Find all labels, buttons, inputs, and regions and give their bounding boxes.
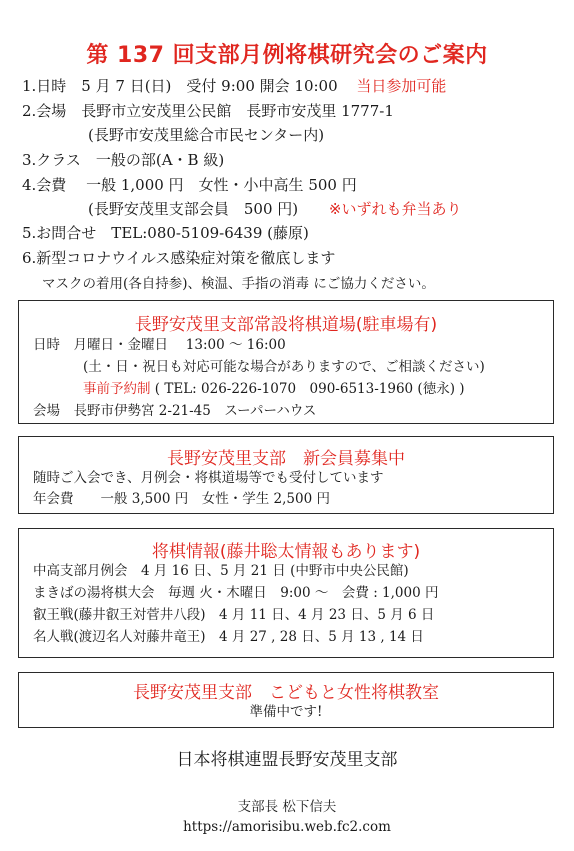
item-venue-sub: (長野市安茂里総合市民センター内) [88, 126, 325, 144]
organization-name: 日本将棋連盟長野安茂里支部 [176, 750, 398, 770]
item-contact: 5.お問合せ TEL:080-5109-6439 (藤原) [22, 224, 309, 242]
item-fee: 4.会費 一般 1,000 円 女性・小中高生 500 円 [22, 176, 357, 194]
same-day-note: 当日参加可能 [356, 77, 447, 95]
reservation-label: 事前予約制 [83, 381, 151, 397]
info-box [18, 528, 554, 658]
dojo-place: 会場 長野市伊勢宮 2-21-45 スーパーハウス [33, 403, 317, 419]
info-row: 名人戦(渡辺名人対藤井竜王) 4 月 27 , 28 日、5 月 13 , 14 日 [33, 629, 424, 645]
website-url: https://amorisibu.web.fc2.com [183, 819, 391, 835]
kids-box [18, 672, 554, 728]
info-row: 中高支部月例会 4 月 16 日、5 月 21 日 (中野市中央公民館) [33, 563, 409, 579]
dojo-title: 長野安茂里支部常設将棋道場(駐車場有) [134, 315, 438, 335]
members-fee: 年会費 一般 3,500 円 女性・学生 2,500 円 [33, 491, 330, 507]
item-fee-sub: (長野安茂里支部会員 500 円) ※いずれも弁当あり [88, 200, 462, 218]
kids-status: 準備中です! [249, 704, 323, 720]
kids-title: 長野安茂里支部 こどもと女性将棋教室 [133, 683, 439, 703]
info-row: まきばの湯将棋大会 毎週 火・木曜日 9:00 ～ 会費 : 1,000 円 [33, 585, 439, 601]
members-title: 長野安茂里支部 新会員募集中 [167, 449, 405, 469]
item-class: 3.クラス 一般の部(A・B 級) [22, 151, 225, 169]
item-covid-sub: マスクの着用(各自持参)、検温、手指の消毒 にご協力ください。 [42, 276, 435, 292]
item-date: 1.日時 5 月 7 日(日) 受付 9:00 開会 10:00 当日参加可能 [22, 77, 447, 95]
reservation-tel: ( TEL: 026-226-1070 090-6513-1960 (徳永) ) [154, 381, 465, 397]
info-title: 将棋情報(藤井聡太情報もあります) [151, 542, 421, 562]
dojo-hours-note: (土・日・祝日も対応可能な場合がありますので、ご相談ください) [83, 359, 485, 375]
info-row: 叡王戦(藤井叡王対菅井八段) 4 月 11 日、4 月 23 日、5 月 6 日 [33, 607, 435, 623]
branch-leader: 支部長 松下信夫 [237, 799, 337, 815]
members-line1: 随時ご入会でき、月例会・将棋道場等でも受付しています [33, 470, 384, 486]
dojo-box [18, 300, 554, 424]
bento-note: ※いずれも弁当あり [328, 200, 462, 218]
dojo-reservation [83, 379, 465, 399]
item-covid: 6.新型コロナウイルス感染症対策を徹底します [22, 249, 336, 267]
page-title: 第 137 回支部月例将棋研究会のご案内 [86, 43, 488, 68]
item-venue: 2.会場 長野市立安茂里公民館 長野市安茂里 1777-1 [22, 102, 394, 120]
dojo-hours: 日時 月曜日・金曜日 13:00 ～ 16:00 [33, 337, 286, 353]
members-box [18, 436, 554, 514]
